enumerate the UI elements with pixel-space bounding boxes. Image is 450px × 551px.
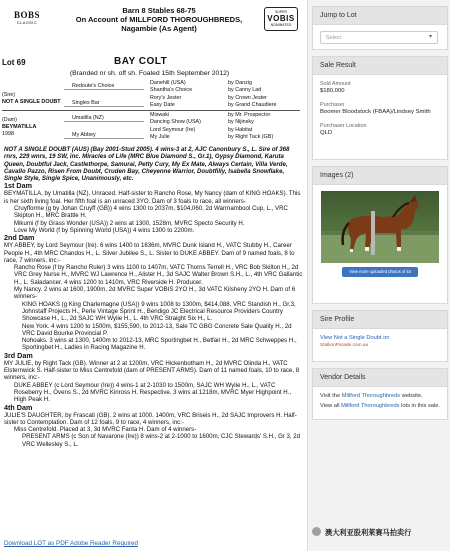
vobis-badge bbox=[264, 7, 298, 31]
pedigree-rule bbox=[64, 121, 144, 122]
horse-figure bbox=[321, 191, 439, 263]
images-title: Images (2) bbox=[313, 167, 447, 185]
sire-label: (Sire) bbox=[2, 92, 16, 98]
vobis-bottom: NOMINATED bbox=[270, 23, 292, 27]
gen3-sire-4: by Grand Chaudiere bbox=[228, 102, 277, 108]
fourth-dam-progeny: Miss Centrefold. Placed at 3, 3d MVRC Fanta H. Dam of 4 winners- bbox=[14, 426, 197, 434]
sire-profile-panel bbox=[312, 310, 448, 362]
sale-result-title: Sale Result bbox=[313, 57, 447, 75]
download-pdf-link[interactable]: Download LOT as PDF Adobe Reader Required bbox=[4, 540, 138, 547]
vendor-details-title: Vendor Details bbox=[313, 369, 447, 387]
fourth-dam-text: JULIE'S DAUGHTER, by Frascati (GB). 2 wins at 1000, 1400m, VRC Briseis H., 2d SAJC Improvers H. Half-sister to Contemplation. Dam of 12 foals, 9 to race, 4 winners, inc:- bbox=[4, 411, 297, 426]
sale-result-panel bbox=[312, 56, 448, 160]
dam-year: 1998 bbox=[2, 131, 14, 137]
purchaser-location-value: QLD bbox=[320, 130, 333, 136]
vendor-view-suffix: lots in this sale. bbox=[401, 403, 440, 409]
jump-to-lot-panel bbox=[312, 6, 448, 50]
vobis-top: SUPER bbox=[274, 10, 288, 14]
horse-photo[interactable] bbox=[321, 191, 439, 263]
wechat-icon bbox=[312, 527, 321, 536]
first-dam-progeny: Mikumi (f by Grass Wonder (USA)) 2 wins at 1300, 1528m, MVRC Specto Security H. bbox=[14, 219, 245, 227]
sire-name: NOT A SINGLE DOUBT bbox=[2, 99, 61, 105]
catalogue-body bbox=[4, 146, 304, 448]
stallion-parade-link[interactable]: StallionParade.com.au bbox=[320, 343, 369, 348]
logo-sub: CLASSIC bbox=[16, 20, 38, 25]
first-dam-progeny: Love My World (f by Spinning World (USA)) 4 wins 1300 to 2200m. bbox=[14, 226, 195, 234]
fourth-dam-heading: 4th Dam bbox=[4, 402, 33, 412]
watermark-text: 澳大利亚股利莱赛马拍卖行 bbox=[325, 528, 412, 537]
dam-label: (Dam) bbox=[2, 117, 17, 123]
gen3-3: Rory's Jester bbox=[150, 95, 182, 101]
account-line: On Account of MILLFORD THOROUGHBREDS, bbox=[75, 15, 243, 24]
first-dam-text: BEYMATILLA, by Umatilla (NZ). Unraced. Half-sister to Rancho Rose, My Nancy (dam of KING HOAKS). This is her sixth living foal. Her fifth foal is an unraced 3YO. Dam of 3 foals to race, all winners- bbox=[4, 190, 301, 205]
sales-logo bbox=[6, 10, 48, 25]
gen3-2: Shantha's Choice bbox=[150, 87, 193, 93]
sire-profile-link[interactable]: View Not a Single Doubt on bbox=[320, 335, 390, 341]
gen3-5: Miswaki bbox=[150, 112, 170, 118]
gen3-sire-1: by Danzig bbox=[228, 80, 252, 86]
second-dam-progeny: KING HOAKS (g King Charlemagne (USA)) 9 wins 1008 to 1300m, $414,088, VRC Standish H., Gr.3, Johnstaff Projects H., Perle Vintage Sprint H., Bendigo JC Electrical Resource Providers Country Showcase H., L., 2d SAJC WH Wylie H., L. 4th VRC Straight Six H., L. bbox=[22, 300, 296, 323]
view-more-photos-button[interactable]: View more uploaded photos of lot bbox=[342, 267, 418, 277]
pedigree-table bbox=[2, 80, 300, 145]
jump-to-lot-select[interactable] bbox=[320, 31, 438, 44]
stable-line: Barn 8 Stables 68-75 bbox=[122, 6, 196, 15]
gen3-7: Lord Seymour (Ire) bbox=[150, 127, 196, 133]
dam-dam: My Abbey bbox=[72, 132, 96, 138]
second-dam-progeny: Rancho Rose (f by Rancho Ruler) 3 wins 1100 to 1407m, VATC Thorns Terrell H., VRC Bob Skilton H., 2d VRC Grey Nurse H., MVRC WJ Lawrence H., Alister H., 3d SAJC Walter Brown S.H., L., 4th VRC Gallantic H., L. Saladancer. 4 wins 1200 to 1410m, VRC Riverside H. Producer. bbox=[14, 264, 303, 286]
third-dam-text: MY JULIE, by Right Tack (GB). Winner at 2 at 1200m, VRC Hickenbotham H., 2d MVRC Olinda H., VATC Elsternwick S. Half-sister to Miss Centrefold (dam of PRESENT ARMS). Dam of 11 named foals, 10 to race, 8 winners, inc:- bbox=[4, 359, 300, 382]
pedigree-rule bbox=[64, 138, 144, 139]
pedigree-rule bbox=[64, 106, 144, 107]
gen3-sire-6: by Nijinsky bbox=[228, 119, 254, 125]
catalogue-header bbox=[4, 4, 304, 54]
first-dam-progeny: Cruyfforme (g by Johan Cruyff (GB)) 4 wins 1300 to 2037m, $104,060, 2d Warrnambool Cup, L., VRC Skipton H., MRC Brattle H. bbox=[14, 205, 288, 220]
sold-amount-label: Sold Amount bbox=[320, 81, 351, 87]
gen3-sire-7: by Habitat bbox=[228, 127, 253, 133]
vendor-visit-text: Visit the bbox=[320, 393, 341, 399]
first-dam-heading: 1st Dam bbox=[4, 181, 32, 191]
images-panel bbox=[312, 166, 448, 304]
gen3-sire-8: by Right Tack (GB) bbox=[228, 134, 274, 140]
vobis-name: VOBIS bbox=[267, 14, 295, 23]
purchaser-location-label: Purchaser Location bbox=[320, 123, 367, 129]
lot-number: Lot 69 bbox=[2, 58, 26, 67]
gen3-1: Danehill (USA) bbox=[150, 80, 186, 86]
sire-sire: Redoute's Choice bbox=[72, 83, 115, 89]
second-dam-progeny: My Nancy. 2 wins at 1600, 1900m, 2d MVRC Super VOBIS 2YO H., 3d VATC Kilsheny 2YO H. Dam of 6 winners- bbox=[14, 286, 296, 301]
gen3-sire-2: by Canny Lad bbox=[228, 87, 262, 93]
vendor-visit-suffix: website. bbox=[401, 393, 423, 399]
lot-row bbox=[2, 58, 297, 70]
purchaser-value: Boomer Bloodstock (FBAA)/Lindsey Smith bbox=[320, 109, 431, 115]
second-dam-progeny: New York. 4 wins 1200 to 1500m, $155,590, to 2012-13, Sale TC GBG Concrete Sale Quality H., 2d VRC David Bourke Provincial P. bbox=[22, 322, 292, 337]
gen3-sire-5: by Mr. Prospector bbox=[228, 112, 271, 118]
gen3-8: My Julie bbox=[150, 134, 170, 140]
lot-title: BAY COLT bbox=[114, 56, 168, 67]
vendor-website-link[interactable]: Millford Thoroughbreds bbox=[341, 393, 401, 399]
sire-profile-title: Sire Profile bbox=[313, 311, 447, 329]
jump-to-lot-title: Jump to Lot bbox=[313, 7, 447, 25]
third-dam-heading: 3rd Dam bbox=[4, 350, 33, 360]
purchaser-label: Purchaser bbox=[320, 102, 345, 108]
vendor-details-panel bbox=[312, 368, 448, 420]
watermark bbox=[312, 527, 411, 538]
fourth-dam-progeny: PRESENT ARMS (c Son of Navarone (Ire)) 8 wins-2 at 2-1000 to 1600m, CJC Stewards' S.H., Gr 3, 2d VRC Wellesley S., L. bbox=[22, 433, 301, 448]
brand-line: (Branded nr sh. off sh. Foaled 15th September 2012) bbox=[69, 70, 230, 77]
gen3-6: Dancing Show (USA) bbox=[150, 119, 201, 125]
chevron-down-icon: ▾ bbox=[428, 34, 432, 40]
vendor-view-text: View all bbox=[320, 403, 340, 409]
second-dam-progeny: Nohoaks. 3 wins at 1300, 1400m to 2012-13, MRC Sportingbet H., Betfair H., 2d MRC Schweppes H., Sportingbet H., Ladies in Racing Magazine H. bbox=[22, 337, 297, 352]
vendor-header bbox=[59, 6, 259, 33]
agent-line: Nagambie (As Agent) bbox=[121, 24, 197, 33]
sire-dam: Singles Bar bbox=[72, 100, 100, 106]
second-dam-heading: 2nd Dam bbox=[4, 233, 35, 243]
second-dam-text: MY ABBEY, by Lord Seymour (Ire). 6 wins 1400 to 1636m, MVRC Dunk Island H., VATC Stubby H., Career People H., 4th MRC Chandos H., L. Silver Jubilee S., L. Sister to DUKE ABBEY. Dam of 9 named foals, 8 to race, 7 winners, inc:- bbox=[4, 242, 295, 264]
jump-to-lot-placeholder: Select bbox=[326, 35, 341, 41]
sold-amount-value: $180,000 bbox=[320, 88, 345, 94]
dam-name: BEYMATILLA bbox=[2, 124, 37, 130]
vendor-lots-link[interactable]: Millford Thoroughbreds bbox=[341, 403, 400, 409]
sire-summary: NOT A SINGLE DOUBT (AUS) (Bay 2001-Stud 2005). 4 wins-3 at 2, AJC Canonbury S., L. Sire of 368 rnrs, 229 wnrs, 19 SW, inc. Miracles of Life (MRC Blue Diamond S., Gr.1), Gypsy Diamond, Karuta Queen, Doubtful Jack, Castlethorpe, Samurai, Petty Cury, My Ex Mate, Always Certain, Villa Verde, Cavallo Pazzo, Risen From Doubt, Cruden Bay, Cheyenne Warrior, Doubtfilly, Isabella Snowflake, Single Style, Single Spice, Unanimously, etc. bbox=[4, 146, 290, 183]
pedigree-divider bbox=[2, 110, 300, 111]
sidebar bbox=[307, 0, 450, 551]
third-dam-progeny: DUKE ABBEY (c Lord Seymour (Ire)) 4 wins-1 at 2-1030 to 1500m, SAJC WH Wylie H., L., VATC Roseberry H., Ovens S., 2d MVRC Kinross H. Respective. 3 wins at 1218m, MVRC Myer Highpoint H., High Peak H. bbox=[14, 381, 292, 404]
gen3-sire-3: by Crown Jester bbox=[228, 95, 267, 101]
dam-sire: Umatilla (NZ) bbox=[72, 115, 104, 121]
gen3-4: Easy Date bbox=[150, 102, 175, 108]
pedigree-rule bbox=[64, 89, 144, 90]
logo-mark: BOBS bbox=[13, 10, 40, 20]
